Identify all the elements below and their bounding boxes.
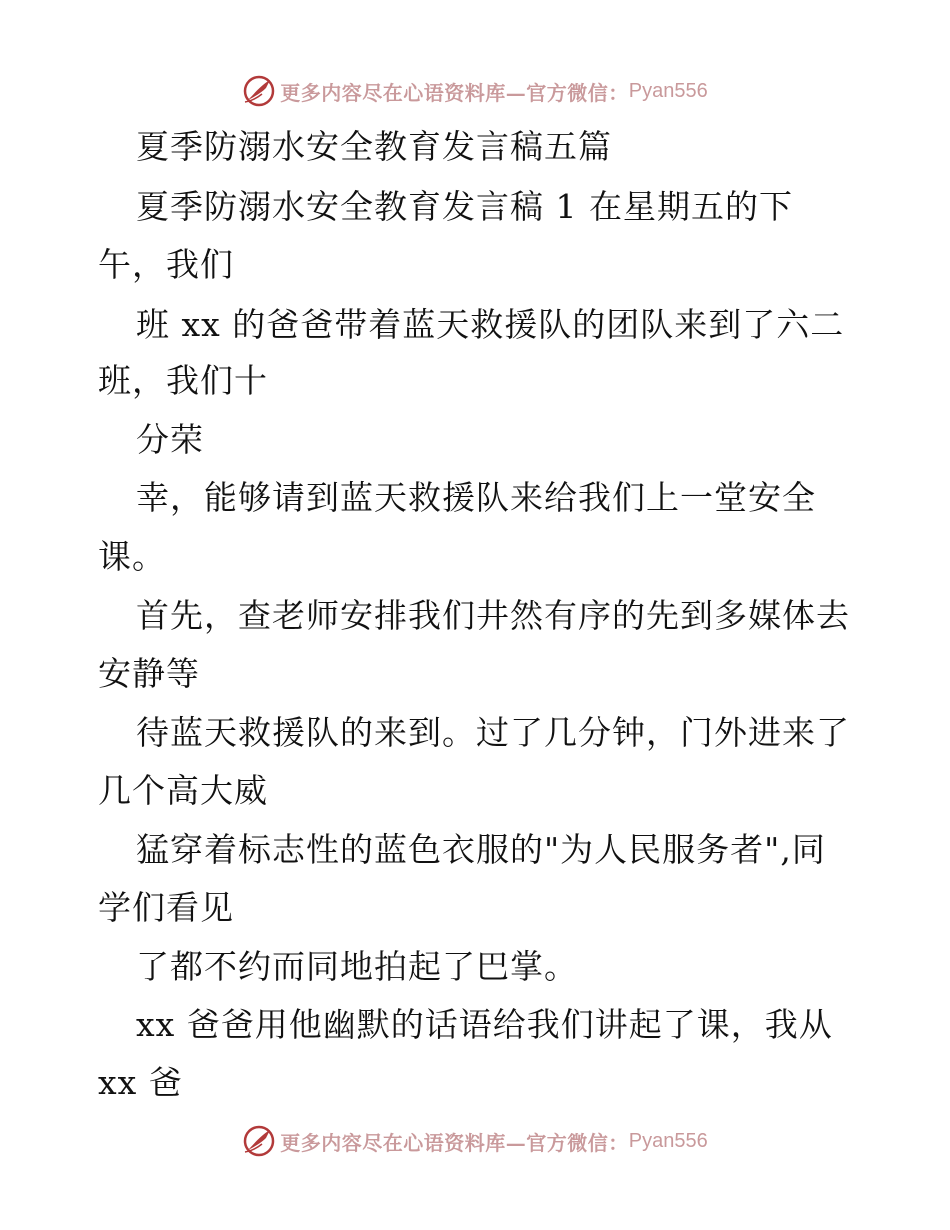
watermark-text: 更多内容尽在心语资料库—官方微信： — [280, 1130, 629, 1155]
text-line: 首先，查老师安排我们井然有序的先到多媒体去 — [136, 596, 850, 635]
text-line: 幸，能够请到蓝天救援队来给我们上一堂安全 — [136, 478, 816, 517]
text-line: 夏季防溺水安全教育发言稿 1 在星期五的下 — [136, 187, 793, 226]
watermark-id: Pyan556 — [628, 1129, 708, 1152]
text-line: 班 xx 的爸爸带着蓝天救援队的团队来到了六二 — [136, 305, 845, 344]
text-line: 分荣 — [136, 420, 204, 459]
text-line: 午，我们 — [98, 245, 234, 284]
text-line: xx 爸 — [98, 1063, 183, 1102]
text-line: 课。 — [98, 537, 166, 576]
text-line: 了都不约而同地拍起了巴掌。 — [136, 947, 578, 986]
watermark-id: Pyan556 — [628, 79, 708, 102]
text-line: 待蓝天救援队的来到。过了几分钟，门外进来了 — [136, 713, 850, 752]
text-line: 学们看见 — [98, 888, 234, 927]
text-line: xx 爸爸用他幽默的话语给我们讲起了课，我从 — [136, 1005, 833, 1044]
watermark-text: 更多内容尽在心语资料库—官方微信： — [280, 80, 629, 105]
pen-logo-icon — [242, 74, 276, 108]
text-line: 安静等 — [98, 654, 200, 693]
header-watermark — [0, 71, 950, 111]
text-line: 猛穿着标志性的蓝色衣服的"为人民服务者",同 — [136, 830, 826, 869]
text-line: 几个高大威 — [98, 771, 268, 810]
footer-watermark — [0, 1121, 950, 1161]
text-line: 班，我们十 — [98, 361, 268, 400]
pen-logo-icon — [242, 1124, 276, 1158]
document-title: 夏季防溺水安全教育发言稿五篇 — [136, 127, 612, 166]
